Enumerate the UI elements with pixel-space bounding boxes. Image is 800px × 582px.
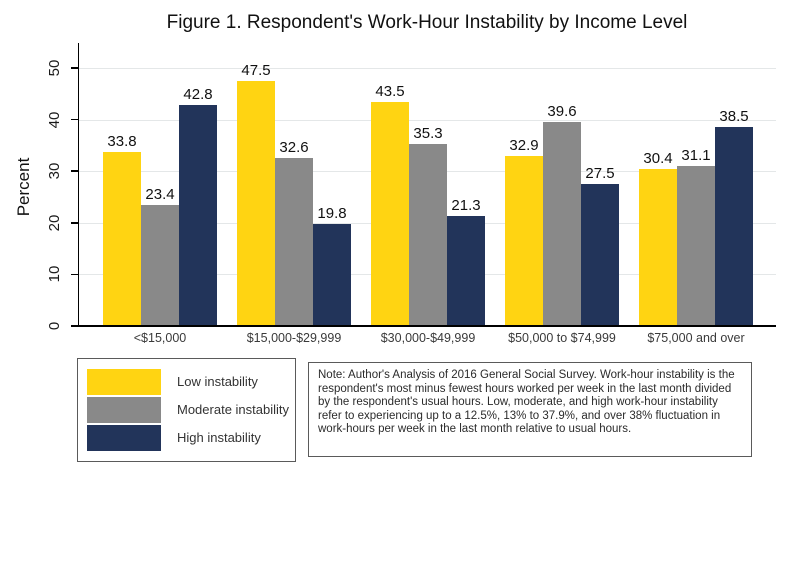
bar-value-label: 27.5: [585, 165, 615, 183]
legend-row: [78, 397, 295, 423]
bar-moderate-instability-group4: [543, 122, 581, 326]
note-box: [308, 362, 752, 457]
x-category-label: $30,000-$49,999: [380, 331, 476, 345]
y-axis-label: Percent: [14, 157, 33, 217]
bar-value-label: 35.3: [413, 124, 443, 142]
bar-value-label: 39.6: [547, 102, 577, 120]
y-tick-label-20: 20: [46, 214, 63, 232]
y-axis-line: [78, 43, 80, 326]
x-axis-line: [78, 325, 777, 327]
legend-row: [78, 425, 295, 451]
bar-moderate-instability-group5: [677, 166, 715, 326]
x-category-label: $15,000-$29,999: [246, 331, 342, 345]
bar-value-label: 21.3: [451, 197, 481, 215]
y-tick-label-10: 10: [46, 266, 63, 283]
bar-high-instability-group4: [581, 184, 619, 326]
bar-value-label: 42.8: [183, 86, 213, 104]
bar-value-label: 31.1: [681, 146, 711, 164]
chart-title: Figure 1. Respondent's Work-Hour Instability by Income Level: [166, 12, 688, 33]
y-tick-label-50: 50: [46, 59, 63, 77]
legend-label: Moderate instability: [177, 402, 289, 417]
y-tick-label-0: 0: [46, 321, 63, 331]
gridline-50: [79, 68, 776, 69]
bar-value-label: 43.5: [375, 82, 405, 100]
legend-swatch-high-instability: [87, 425, 161, 451]
bar-moderate-instability-group1: [141, 205, 179, 326]
x-category-label: <$15,000: [133, 331, 187, 345]
y-tick-label-40: 40: [46, 111, 63, 128]
bar-high-instability-group3: [447, 216, 485, 326]
x-category-label: $50,000 to $74,999: [508, 331, 616, 345]
legend-label: Low instability: [177, 374, 258, 389]
bar-low-instability-group1: [103, 152, 141, 326]
bar-moderate-instability-group3: [409, 144, 447, 326]
bar-value-label: 19.8: [317, 204, 347, 222]
bar-low-instability-group5: [639, 169, 677, 326]
bar-value-label: 23.4: [145, 186, 175, 204]
x-category-label: $75,000 and over: [647, 331, 745, 345]
bar-value-label: 32.9: [509, 137, 539, 155]
bar-low-instability-group2: [237, 81, 275, 326]
bar-value-label: 30.4: [643, 150, 673, 168]
y-tick-label-30: 30: [46, 162, 63, 180]
legend: [77, 358, 296, 462]
bar-value-label: 32.6: [279, 138, 309, 156]
bar-high-instability-group1: [179, 105, 217, 326]
note-text: Note: Author's Analysis of 2016 General Social Survey. Work-hour instability is the respondent's most minus fewest hours worked per week in the last month divided by the respondent's usual hours. Low, moderate, and high work-hour instability refer to experiencing up to a 12.5%, 13% to 37.9%, and over 38% fluctuation in work-hours per week in the last month relative to usual hours.: [318, 369, 735, 435]
legend-row: [78, 369, 295, 395]
legend-label: High instability: [177, 430, 261, 445]
bar-low-instability-group4: [505, 156, 543, 326]
legend-swatch-moderate-instability: [87, 397, 161, 423]
bar-value-label: 38.5: [719, 108, 749, 126]
legend-swatch-low-instability: [87, 369, 161, 395]
bar-high-instability-group2: [313, 224, 351, 326]
bar-value-label: 33.8: [107, 132, 137, 150]
bar-high-instability-group5: [715, 127, 753, 326]
bar-value-label: 47.5: [241, 61, 271, 79]
bar-moderate-instability-group2: [275, 158, 313, 326]
